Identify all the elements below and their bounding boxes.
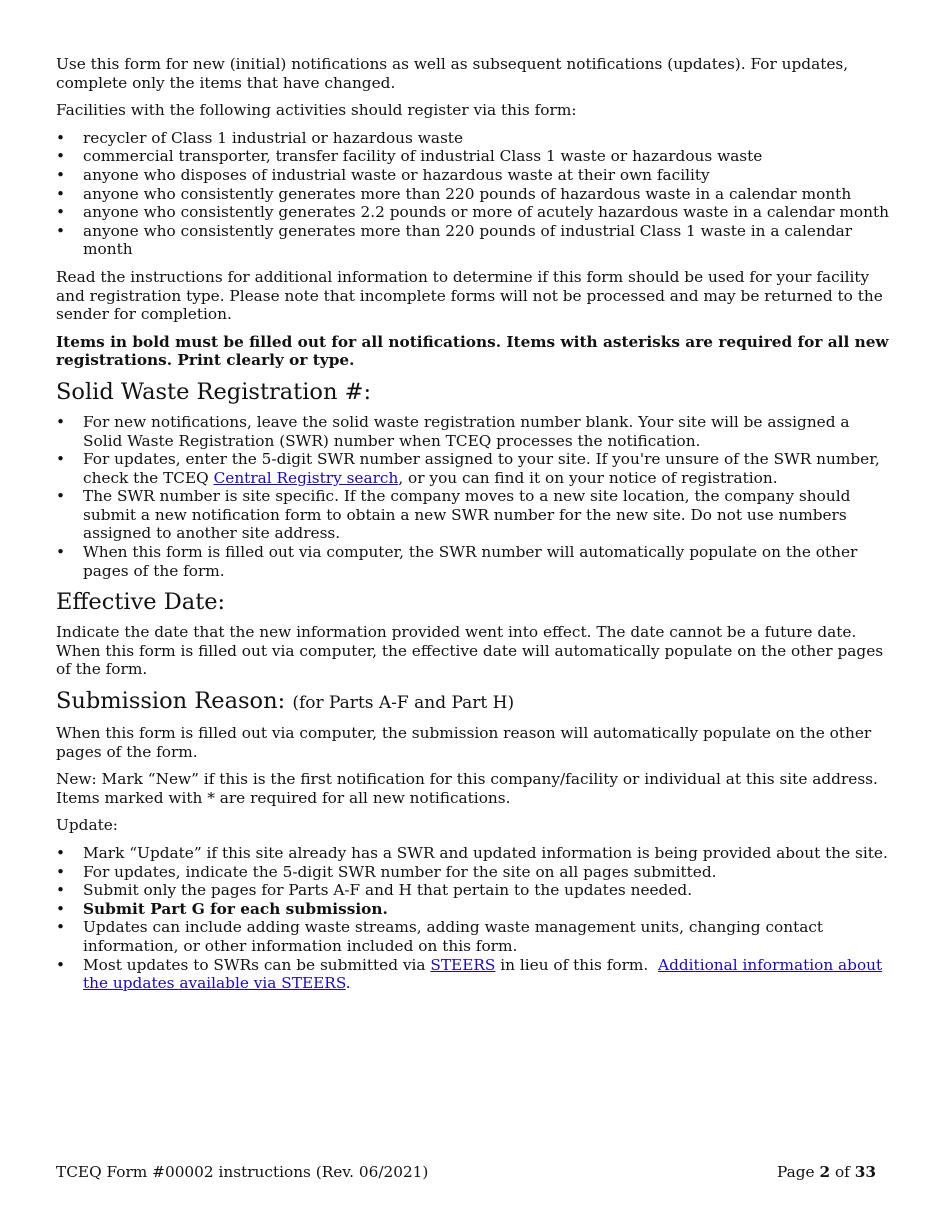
list-item: • Mark “Update” if this site already has a SWR and updated information is being provided about the site. <box>56 844 888 862</box>
list-item: • anyone who consistently generates 2.2 pounds or more of acutely hazardous waste in a calendar month <box>56 203 889 222</box>
list-item: • Most updates to SWRs can be submitted via STEERS in lieu of this form. Additional information about the updates available via STEERS. <box>56 955 883 993</box>
steers-updates-info-link[interactable]: Additional information about the updates available via STEERS <box>83 955 883 993</box>
activities-list <box>56 129 890 259</box>
list-item: • Submit Part G for each submission. <box>56 899 388 918</box>
bullet-icon: • <box>56 862 66 881</box>
update-label: Update: <box>56 816 118 835</box>
instructions-paragraph: Read the instructions for additional information to determine if this form should be used for your facility and registration type. Please note that incomplete forms will not be processed and may be returned to the sender for completion. <box>56 267 883 324</box>
list-item: • recycler of Class 1 industrial or hazardous waste <box>56 128 464 147</box>
new-paragraph: New: Mark “New” if this is the first notification for this company/facility or individual at this site address. Items marked with * are required for all new notifications. <box>56 770 878 807</box>
list-item: • For updates, enter the 5-digit SWR number assigned to your site. If you're unsure of the SWR number, check the TCEQ Central Registry search, or you can find it on your notice of registration. <box>56 450 880 487</box>
effective-date-heading: Effective Date: <box>56 589 226 616</box>
submission-paragraph: When this form is filled out via computer, the submission reason will automatically populate on the other pages of the form. <box>56 724 872 761</box>
central-registry-link[interactable]: Central Registry search <box>213 468 399 487</box>
list-item: • commercial transporter, transfer facility of industrial Class 1 waste or hazardous waste <box>56 147 763 166</box>
bullet-icon: • <box>56 844 66 862</box>
bullet-icon: • <box>56 899 66 918</box>
list-item: • The SWR number is site specific. If the company moves to a new site location, the company should submit a new notification form to obtain a new SWR number for the new site. Do not use numbers assigned to another site address. <box>56 487 851 543</box>
bullet-icon: • <box>56 128 66 147</box>
bullet-icon: • <box>56 918 66 937</box>
document-body <box>56 55 890 1002</box>
intro-paragraph: Use this form for new (initial) notifications as well as subsequent notifications (updates). For updates, complete only the items that have changed. <box>56 55 849 92</box>
submission-reason-subheading: (for Parts A-F and Part H) <box>292 693 515 714</box>
bullet-icon: • <box>56 203 66 222</box>
list-item: • Updates can include adding waste streams, adding waste management units, changing contact information, or other information included on this form. <box>56 918 824 955</box>
effective-date-paragraph: Indicate the date that the new information provided went into effect. The date cannot be a future date. When this form is filled out via computer, the effective date will automatically populate on the other pages of the form. <box>56 623 884 679</box>
bullet-icon: • <box>56 955 66 974</box>
list-item: • anyone who consistently generates more than 220 pounds of industrial Class 1 waste in a calendar month <box>56 221 853 259</box>
swr-list <box>56 413 890 580</box>
submission-reason-heading: Submission Reason: (for Parts A-F and Part H) <box>56 688 515 715</box>
bullet-icon: • <box>56 881 66 900</box>
page-number: Page 2 of 33 <box>777 1163 876 1181</box>
bullet-icon: • <box>56 412 66 431</box>
bold-requirements-note: Items in bold must be filled out for all notifications. Items with asterisks are required for all new registrations. Print clearly or type. <box>56 332 889 370</box>
activities-intro: Facilities with the following activities should register via this form: <box>56 101 577 120</box>
steers-link[interactable]: STEERS <box>430 955 496 974</box>
bullet-icon: • <box>56 450 66 469</box>
swr-heading: Solid Waste Registration #: <box>56 378 372 405</box>
bullet-icon: • <box>56 543 66 562</box>
list-item: • anyone who disposes of industrial waste or hazardous waste at their own facility <box>56 165 710 184</box>
list-item: • When this form is filled out via computer, the SWR number will automatically populate on the other pages of the form. <box>56 543 858 580</box>
list-item: • Submit only the pages for Parts A-F and H that pertain to the updates needed. <box>56 881 693 900</box>
list-item: • For new notifications, leave the solid waste registration number blank. Your site will be assigned a Solid Waste Registration (SWR) number when TCEQ processes the notification. <box>56 412 850 450</box>
form-label: TCEQ Form #00002 instructions (Rev. 06/2021) <box>56 1163 429 1181</box>
list-item: • anyone who consistently generates more than 220 pounds of hazardous waste in a calendar month <box>56 184 852 203</box>
bullet-icon: • <box>56 165 66 184</box>
update-list <box>56 844 890 993</box>
bullet-icon: • <box>56 221 66 240</box>
page-footer <box>56 1162 876 1182</box>
bullet-icon: • <box>56 184 66 203</box>
list-item: • For updates, indicate the 5-digit SWR number for the site on all pages submitted. <box>56 862 717 881</box>
bullet-icon: • <box>56 487 66 506</box>
bullet-icon: • <box>56 147 66 166</box>
